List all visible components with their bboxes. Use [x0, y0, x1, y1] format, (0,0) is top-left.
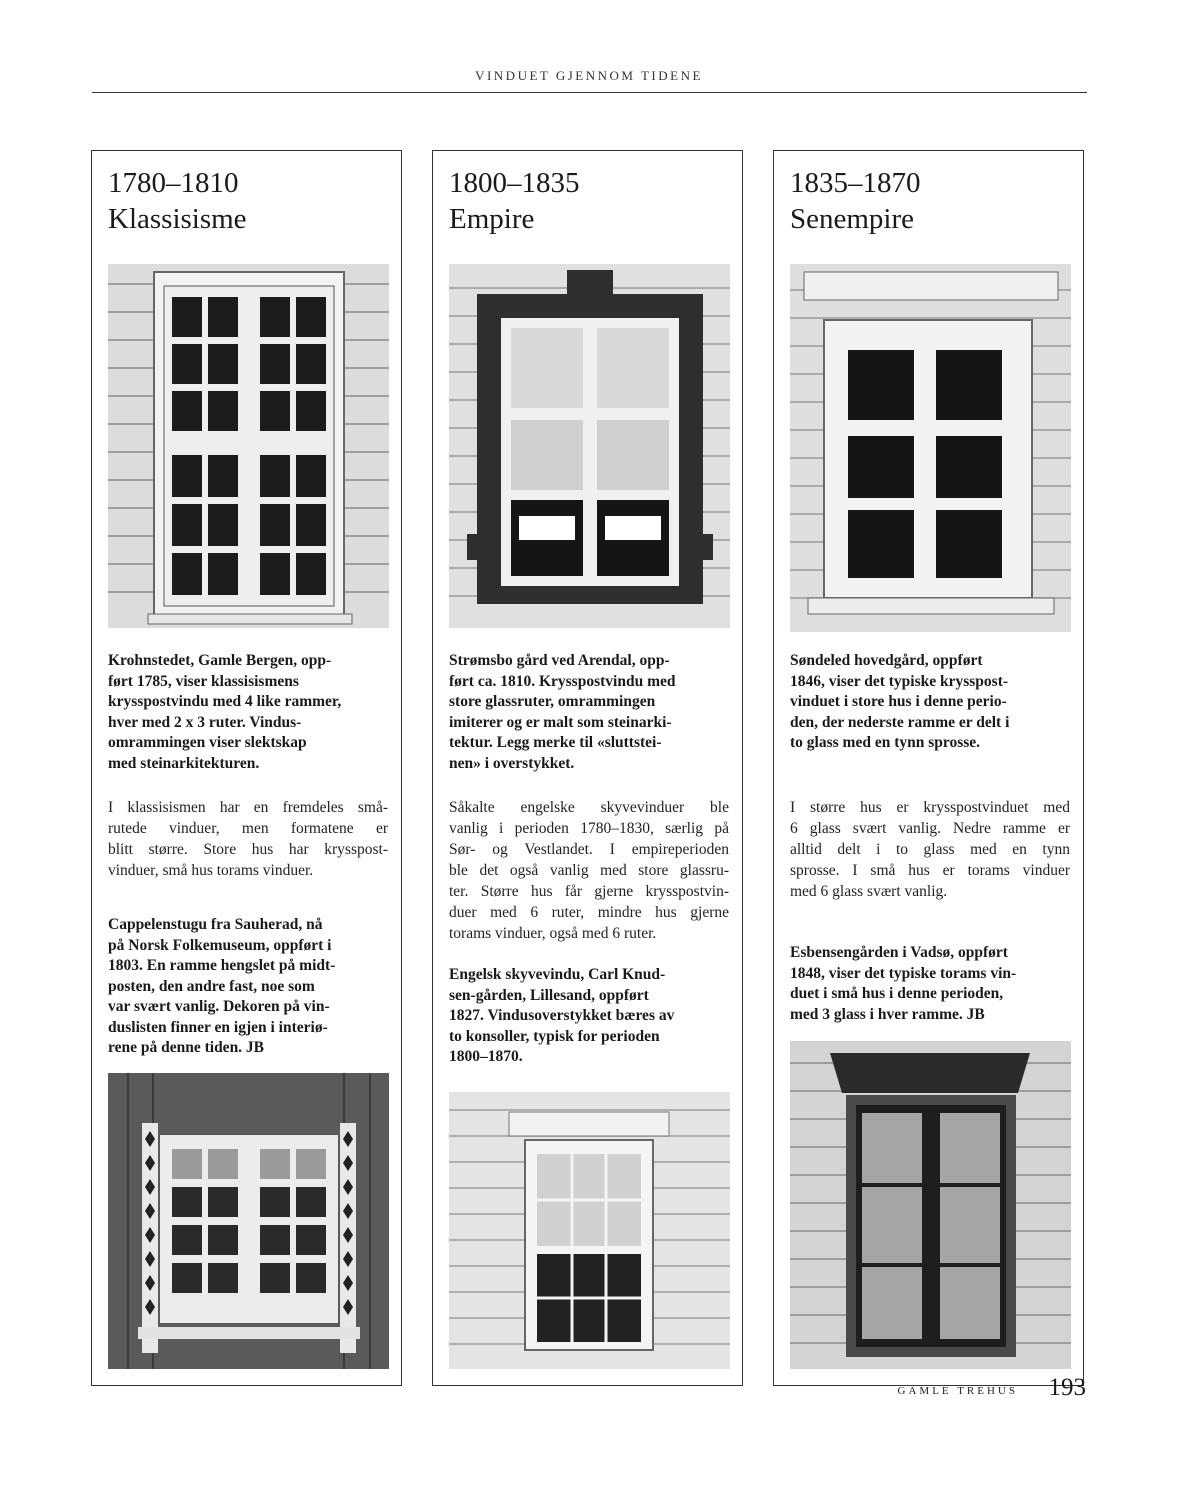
caption-line: Krohnstedet, Gamle Bergen, opp-: [108, 652, 332, 669]
column-empire: [432, 150, 743, 1386]
caption-line: to konsoller, typisk for perioden: [449, 1027, 660, 1045]
caption-line: rene på denne tiden. JB: [108, 1039, 265, 1056]
page-number: 193: [1048, 1374, 1086, 1401]
column-klassisisme: [91, 150, 402, 1386]
caption-line: krysspostvindu med 4 like rammer,: [108, 693, 342, 710]
caption-krohnstedet: [108, 651, 341, 774]
caption-line: nen» i overstykket.: [449, 754, 575, 772]
caption-line: imiterer og er malt som steinarki-: [449, 713, 672, 731]
caption-line: duet i små hus i denne perioden,: [790, 985, 1004, 1002]
period-years: 1800–1835: [449, 167, 580, 199]
header-rule: [92, 92, 1087, 93]
caption-line: Esbensengården i Vadsø, oppført: [790, 944, 1008, 961]
caption-line: 1848, viser det typiske torams vin-: [790, 964, 1017, 982]
period-years: 1780–1810: [108, 167, 239, 199]
caption-line: ført ca. 1810. Krysspostvindu med: [449, 672, 676, 690]
text-line: vanlig i perioden 1780–1830, særlig på: [449, 820, 729, 837]
text-line: sprosse. I små hus er torams vinduer: [790, 862, 1070, 879]
body-text-klassisisme: [108, 797, 388, 881]
footer-book-title: GAMLE TREHUS: [897, 1385, 1018, 1397]
text-line: torams vinduer, også med 6 ruter.: [449, 925, 657, 942]
caption-line: Strømsbo gård ved Arendal, opp-: [449, 652, 670, 669]
caption-stromsbo: [449, 651, 675, 774]
text-line: 6 glass svært vanlig. Nedre ramme er: [790, 820, 1070, 837]
caption-line: to glass med en tynn sprosse.: [790, 734, 981, 751]
caption-line: vinduet i store hus i denne perio-: [790, 693, 1007, 710]
text-line: ble det også vanlig med store glassru-: [449, 862, 729, 879]
caption-line: ført 1785, viser klassisismens: [108, 672, 299, 690]
body-text-senempire: [790, 797, 1070, 902]
text-line: I klassisismen har en fremdeles små-: [108, 799, 388, 816]
period-years: 1835–1870: [790, 167, 921, 199]
caption-line: tektur. Legg merke til «sluttstei-: [449, 734, 662, 751]
caption-line: Søndeled hovedgård, oppført: [790, 652, 983, 669]
caption-line: Cappelenstugu fra Sauherad, nå: [108, 916, 323, 933]
text-line: duer med 6 ruter, mindre hus gjerne: [449, 904, 729, 921]
caption-line: den, der nederste ramme er delt i: [790, 713, 1010, 731]
period-style: Klassisisme: [108, 203, 247, 235]
period-style: Senempire: [790, 203, 915, 235]
caption-esbensengarden: [790, 943, 1016, 1025]
caption-line: med steinarkitekturen.: [108, 754, 260, 772]
caption-line: Engelsk skyvevindu, Carl Knud-: [449, 966, 666, 983]
text-line: alltid delt i to glass med en tynn: [790, 841, 1070, 858]
caption-sondeled: [790, 651, 1009, 754]
photo-sondeled-window: [790, 264, 1071, 632]
text-line: Sør- og Vestlandet. I empireperioden: [449, 841, 729, 858]
text-line: vinduer, små hus torams vinduer.: [108, 862, 314, 879]
running-head: VINDUET GJENNOM TIDENE: [475, 68, 703, 83]
column-senempire: [773, 150, 1084, 1386]
text-line: med 6 glass svært vanlig.: [790, 883, 948, 900]
column-heading: [449, 165, 580, 237]
caption-line: 1800–1870.: [449, 1048, 523, 1065]
photo-esbensengarden-window: [790, 1041, 1071, 1369]
text-line: ter. Større hus får gjerne krysspostvin-: [449, 883, 729, 900]
period-style: Empire: [449, 203, 535, 235]
caption-line: duslisten finner en igjen i interiø-: [108, 1018, 328, 1036]
text-line: Såkalte engelske skyvevinduer ble: [449, 799, 729, 816]
caption-line: med 3 glass i hver ramme. JB: [790, 1005, 985, 1023]
caption-line: sen-gården, Lillesand, oppført: [449, 986, 649, 1004]
photo-stromsbo-window: [449, 264, 730, 628]
column-heading: [790, 165, 921, 237]
caption-line: posten, den andre fast, noe som: [108, 977, 315, 995]
caption-line: 1846, viser det typiske krysspost-: [790, 672, 1009, 690]
caption-cappelenstugu: [108, 915, 335, 1059]
caption-line: 1827. Vindusoverstykket bæres av: [449, 1007, 675, 1024]
photo-krohnstedet-window: [108, 264, 389, 628]
caption-line: 1803. En ramme hengslet på midt-: [108, 957, 336, 974]
text-line: I større hus er krysspostvinduet med: [790, 799, 1070, 816]
photo-cappelenstugu-window: [108, 1073, 389, 1369]
photo-knudsen-sash-window: [449, 1092, 730, 1369]
caption-line: store glassruter, omrammingen: [449, 693, 656, 710]
caption-line: hver med 2 x 3 ruter. Vindus-: [108, 713, 302, 731]
body-text-empire: [449, 797, 729, 944]
caption-line: var svært vanlig. Dekoren på vin-: [108, 998, 330, 1015]
caption-line: omrammingen viser slektskap: [108, 734, 307, 751]
text-line: blitt større. Store hus har krysspost-: [108, 841, 388, 858]
column-heading: [108, 165, 247, 237]
caption-line: på Norsk Folkemuseum, oppført i: [108, 936, 332, 954]
text-line: rutede vinduer, men formatene er: [108, 820, 388, 837]
caption-knudsen-garden: [449, 965, 674, 1068]
